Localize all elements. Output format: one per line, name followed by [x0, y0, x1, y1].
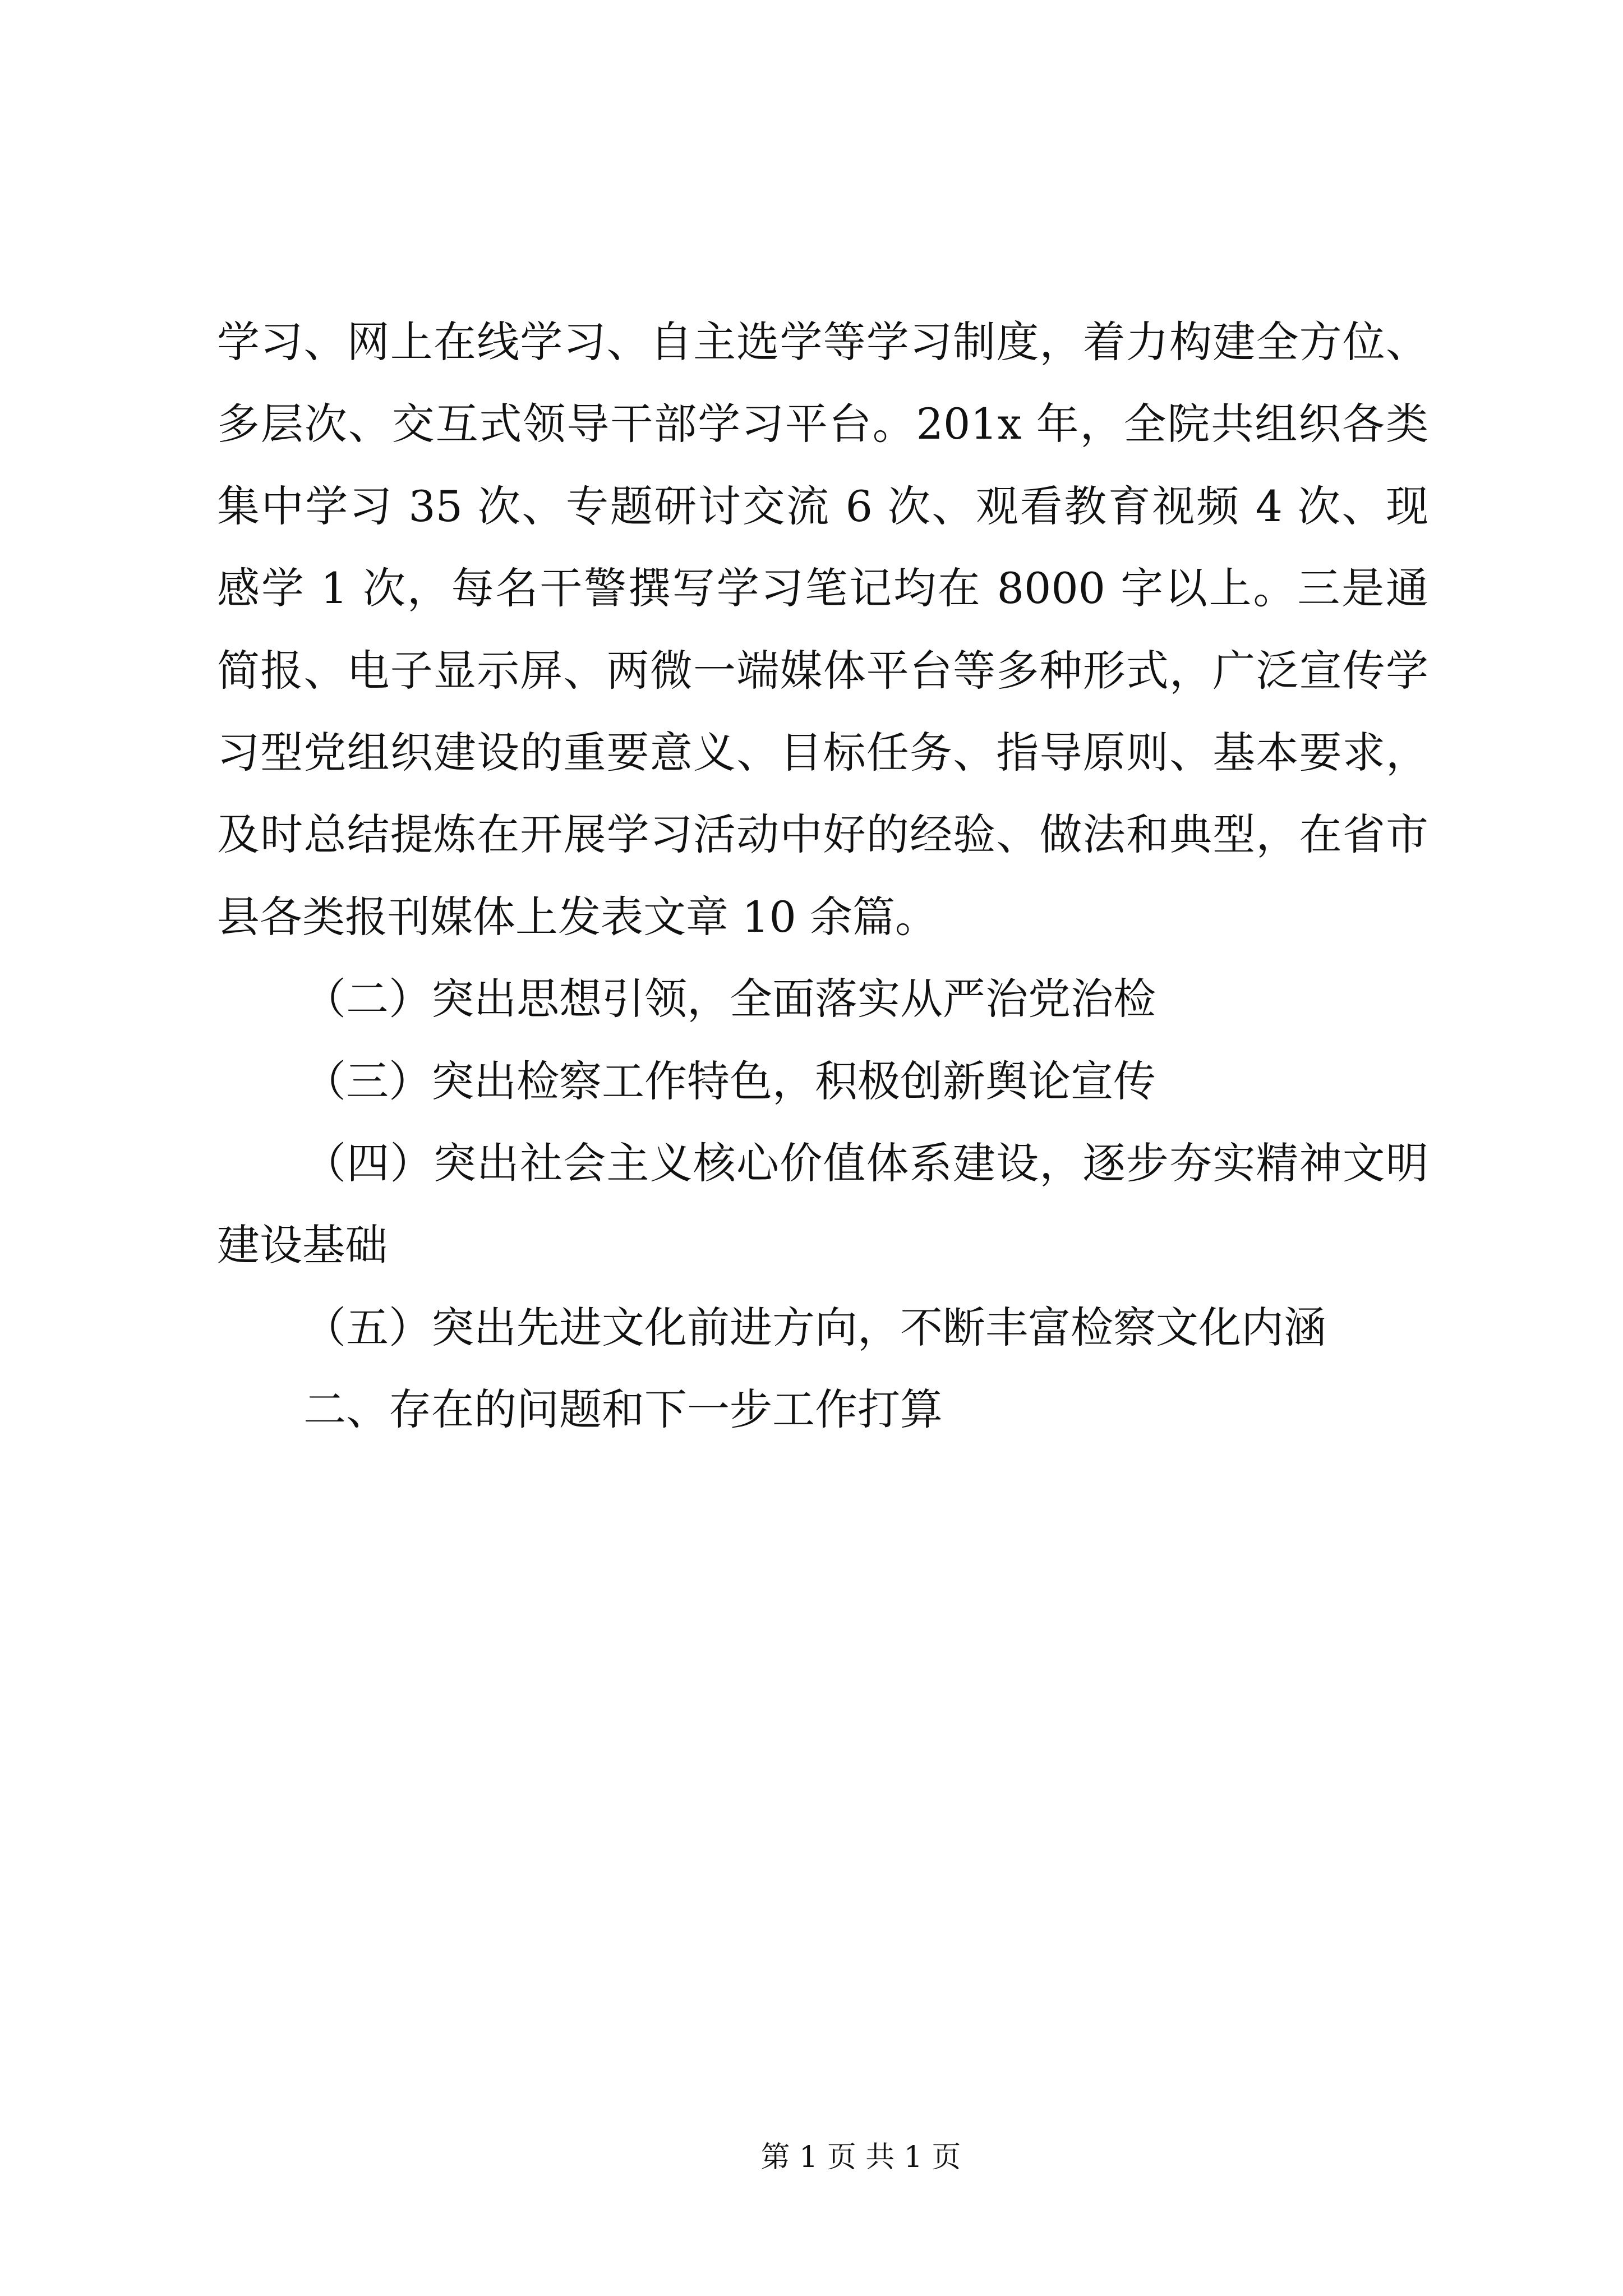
body-text-line: 县各类报刊媒体上发表文章 10 余篇。 — [217, 892, 938, 942]
body-text-line: 多层次、交互式领导干部学习平台。201x 年，全院共组织各类 — [217, 399, 1428, 449]
section-heading-2: （二）突出思想引领，全面落实从严治党治检 — [303, 974, 1156, 1024]
body-text-line: 简报、电子显示屏、两微一端媒体平台等多种形式，广泛宣传学 — [217, 646, 1428, 696]
section-heading-5: （五）突出先进文化前进方向，不断丰富检察文化内涵 — [303, 1303, 1326, 1352]
body-text-line: 及时总结提炼在开展学习活动中好的经验、做法和典型，在省市 — [217, 809, 1428, 859]
body-text-line: 学习、网上在线学习、自主选学等学习制度，着力构建全方位、 — [217, 317, 1428, 367]
body-text-line: 习型党组织建设的重要意义、目标任务、指导原则、基本要求， — [217, 728, 1428, 777]
body-text-line: 集中学习 35 次、专题研讨交流 6 次、观看教育视频 4 次、现 — [217, 481, 1428, 531]
page-footer: 第 1 页 共 1 页 — [760, 2141, 961, 2174]
body-text-line: 感学 1 次，每名干警撰写学习笔记均在 8000 字以上。三是通 — [217, 563, 1428, 613]
section-heading-4-continuation: 建设基础 — [217, 1220, 388, 1270]
section-heading-4: （四）突出社会主义核心价值体系建设，逐步夯实精神文明 — [303, 1138, 1428, 1188]
section-heading-3: （三）突出检察工作特色，积极创新舆论宣传 — [303, 1056, 1156, 1106]
part-heading-2: 二、存在的问题和下一步工作打算 — [303, 1384, 943, 1434]
